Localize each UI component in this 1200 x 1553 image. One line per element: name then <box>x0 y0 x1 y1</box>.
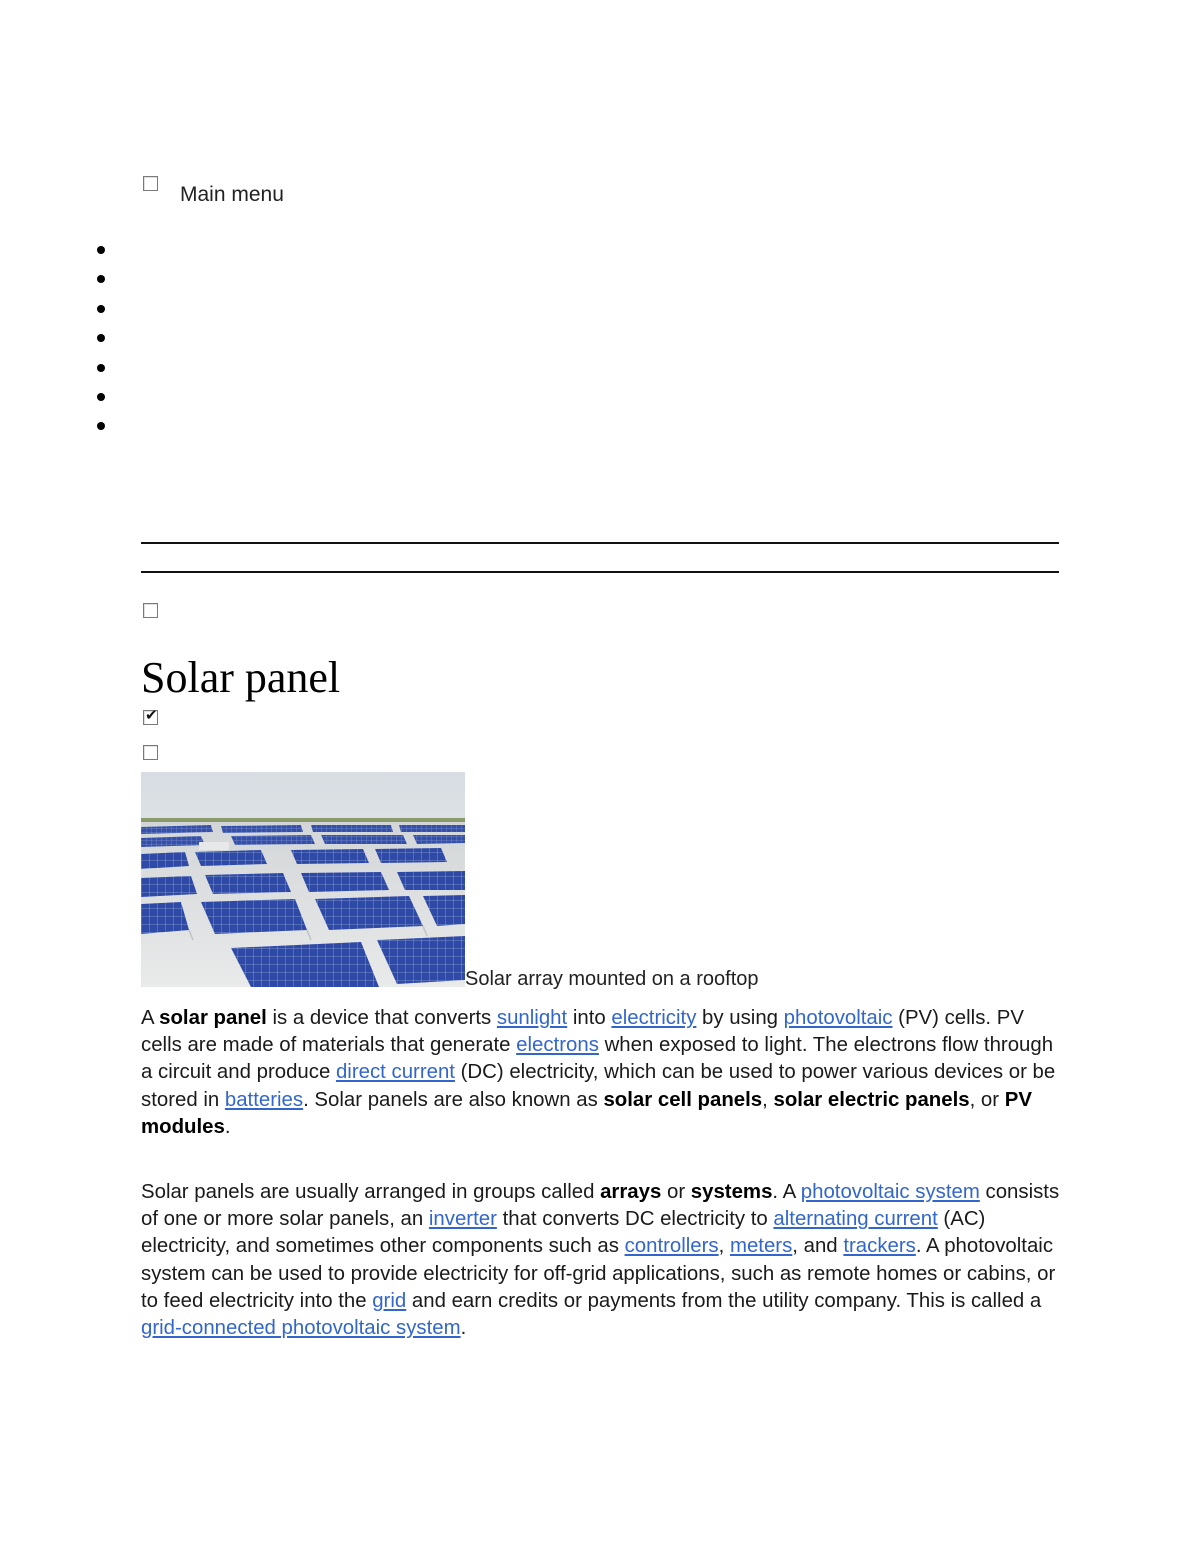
tools-checkbox[interactable] <box>143 745 158 760</box>
link-sunlight[interactable]: sunlight <box>496 1007 568 1029</box>
text-run: , and <box>792 1235 844 1258</box>
link-batteries[interactable]: batteries <box>224 1088 304 1111</box>
text-run: . A photovoltaic system can be used to provide electricity for off-grid applications, such as remote homes or cabins, or to feed electricity into the <box>141 1235 1056 1312</box>
bold-term: solar panel <box>159 1007 267 1029</box>
bold-term: arrays <box>600 1181 662 1203</box>
link-inverter[interactable]: inverter <box>428 1208 497 1231</box>
nav-bullet[interactable] <box>97 305 105 313</box>
text-run: or <box>661 1181 691 1203</box>
link-grid-connected-system[interactable]: grid-connected photovoltaic system <box>141 1317 461 1340</box>
text-run: . A <box>772 1181 801 1203</box>
intro-paragraph <box>141 1005 1061 1141</box>
text-run: consists of one or more solar panels, an <box>141 1181 1060 1231</box>
link-direct-current[interactable]: direct current <box>335 1061 455 1084</box>
image-caption: Solar array mounted on a rooftop <box>465 968 759 990</box>
text-run: (AC) electricity, and sometimes other components such as <box>141 1208 986 1258</box>
divider-top <box>141 542 1059 544</box>
text-run: when exposed to light. The electrons flow through a circuit and produce <box>141 1034 1054 1084</box>
nav-bullet[interactable] <box>97 334 105 342</box>
link-meters[interactable]: meters <box>729 1235 793 1258</box>
text-run: and earn credits or payments from the utility company. This is called a <box>406 1289 1042 1312</box>
solar-array-image <box>141 772 465 987</box>
text-run: , <box>762 1088 774 1111</box>
bold-term: solar electric panels <box>773 1088 970 1111</box>
text-run: that converts DC electricity to <box>496 1208 774 1231</box>
bold-term: PV modules <box>141 1088 1032 1138</box>
text-run: A <box>141 1007 160 1029</box>
main-menu-checkbox[interactable] <box>143 176 158 191</box>
text-run: Solar panels are usually arranged in groups called <box>141 1181 601 1203</box>
bold-term: systems <box>690 1181 773 1203</box>
language-checkbox[interactable] <box>143 707 158 725</box>
nav-bullet[interactable] <box>97 275 105 283</box>
link-alternating-current[interactable]: alternating current <box>773 1208 938 1231</box>
text-run: (DC) electricity, which can be used to power various devices or be stored in <box>141 1061 1056 1111</box>
text-run: into <box>567 1007 612 1029</box>
divider-bottom <box>141 571 1059 573</box>
nav-bullet[interactable] <box>97 364 105 372</box>
toc-checkbox[interactable] <box>143 603 158 618</box>
nav-bullet[interactable] <box>97 422 105 430</box>
nav-bullet[interactable] <box>97 393 105 401</box>
page-title: Solar panel <box>141 653 341 702</box>
text-run: , <box>718 1235 730 1258</box>
bold-term: solar cell panels <box>603 1088 763 1111</box>
text-run: , or <box>969 1088 1005 1111</box>
text-run: by using <box>696 1007 784 1029</box>
main-menu-label[interactable]: Main menu <box>180 183 284 206</box>
nav-bullet[interactable] <box>97 246 105 254</box>
link-grid[interactable]: grid <box>372 1289 407 1312</box>
link-photovoltaic-system[interactable]: photovoltaic system <box>800 1181 980 1203</box>
link-trackers[interactable]: trackers <box>843 1235 916 1258</box>
link-electricity[interactable]: electricity <box>611 1007 697 1029</box>
text-run: . <box>460 1317 467 1340</box>
link-controllers[interactable]: controllers <box>624 1235 719 1258</box>
checkmark-icon: ✔ <box>145 707 158 724</box>
systems-paragraph <box>141 1179 1061 1342</box>
text-run: . Solar panels are also known as <box>303 1088 604 1111</box>
link-photovoltaic[interactable]: photovoltaic <box>783 1007 893 1029</box>
text-run: (PV) cells. PV cells are made of materials that generate <box>141 1007 1024 1057</box>
link-electrons[interactable]: electrons <box>516 1034 599 1057</box>
text-run: is a device that converts <box>266 1007 497 1029</box>
text-run: . <box>224 1115 231 1138</box>
